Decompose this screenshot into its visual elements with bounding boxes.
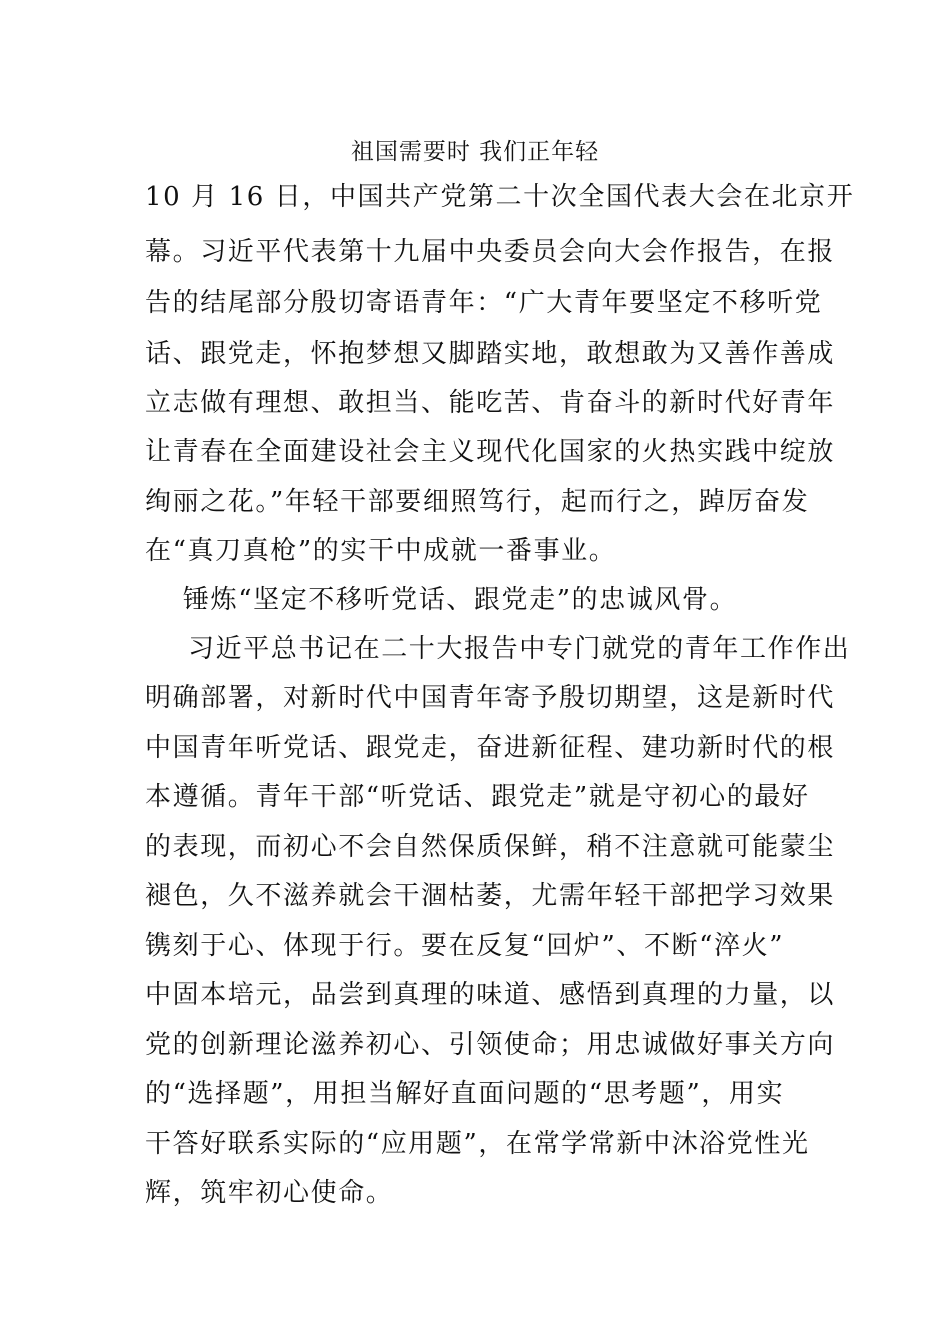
paragraph-line: 立志做有理想、敢担当、能吃苦、肯奋斗的新时代好青年 [145,388,836,418]
paragraph-line: 中国青年听党话、跟党走，奋进新征程、建功新时代的根 [145,733,836,763]
paragraph-line: 让青春在全面建设社会主义现代化国家的火热实践中绽放 [145,437,836,467]
paragraph-line: 干答好联系实际的“应用题”，在常学常新中沐浴党性光 [145,1129,810,1159]
paragraph-line: 幕。习近平代表第十九届中央委员会向大会作报告，在报 [145,237,836,267]
paragraph-line: 辉，筑牢初心使命。 [145,1178,394,1208]
paragraph-line: 10 月 16 日，中国共产党第二十次全国代表大会在北京开 [145,182,855,212]
paragraph-line: 的“选择题”，用担当解好直面问题的“思考题”，用实 [145,1079,785,1109]
paragraph-line: 中固本培元，品尝到真理的味道、感悟到真理的力量，以 [145,980,836,1010]
paragraph-line: 明确部署，对新时代中国青年寄予殷切期望，这是新时代 [145,683,836,713]
paragraph-line: 在“真刀真枪”的实干中成就一番事业。 [145,536,617,566]
paragraph-line: 习近平总书记在二十大报告中专门就党的青年工作作出 [188,634,851,664]
paragraph-line: 话、跟党走，怀抱梦想又脚踏实地，敢想敢为又善作善成 [145,339,836,369]
paragraph-line: 的表现，而初心不会自然保质保鲜，稍不注意就可能蒙尘 [145,832,836,862]
paragraph-line: 褪色，久不滋养就会干涸枯萎，尤需年轻干部把学习效果 [145,881,836,911]
paragraph-line: 党的创新理论滋养初心、引领使命；用忠诚做好事关方向 [145,1030,836,1060]
paragraph-line: 绚丽之花。”年轻干部要细照笃行，起而行之，踔厉奋发 [145,487,810,517]
paragraph-line: 镌刻于心、体现于行。要在反复“回炉”、不断“淬火” [145,931,785,961]
paragraph-line: 告的结尾部分殷切寄语青年：“广大青年要坚定不移听党 [145,288,823,318]
document-title: 祖国需要时 我们正年轻 [350,139,600,165]
paragraph-line: 本遵循。青年干部“听党话、跟党走”就是守初心的最好 [145,782,810,812]
section-heading: 锤炼“坚定不移听党话、跟党走”的忠诚风骨。 [183,585,738,615]
